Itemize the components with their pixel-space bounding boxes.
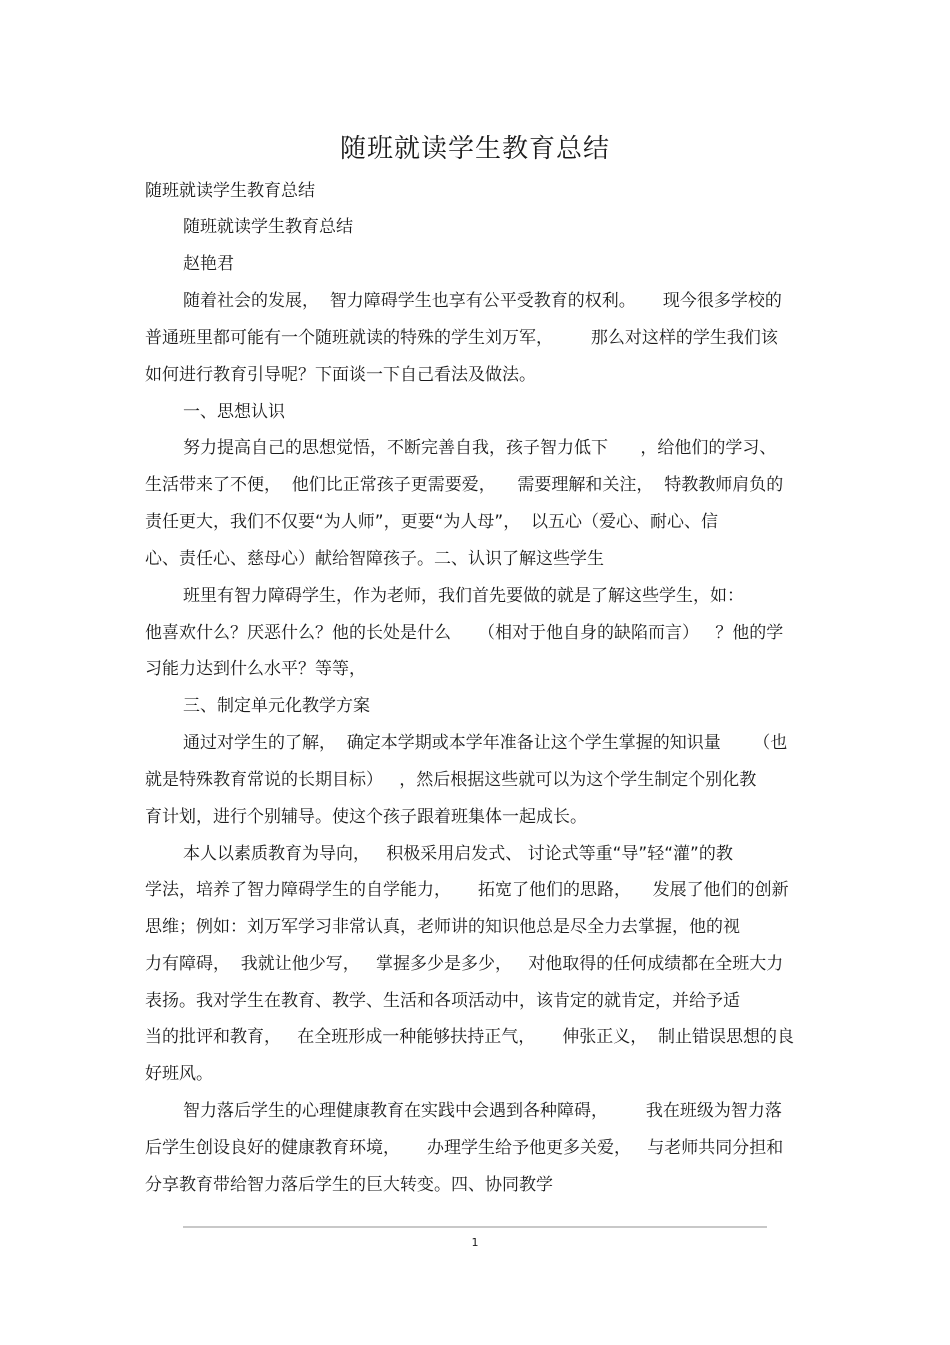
paragraph-line: 他喜欢什么？厌恶什么？他的长处是什么 （相对于他自身的缺陷而言） ？他的学: [145, 623, 784, 643]
section-heading: 一、思想认识: [183, 402, 285, 422]
paragraph-line: 表扬。我对学生在教育、教学、生活和各项活动中，该肯定的就肯定，并给予适: [145, 991, 740, 1011]
paragraph-line: 本人以素质教育为导向， 积极采用启发式、 讨论式等重“导”轻“灌”的教: [183, 844, 733, 864]
paragraph-line: 育计划，进行个别辅导。使这个孩子跟着班集体一起成长。: [145, 807, 587, 827]
paragraph-line: 就是特殊教育常说的长期目标） ，然后根据这些就可以为这个学生制定个别化教: [145, 770, 757, 790]
subtitle-1: 随班就读学生教育总结: [145, 181, 315, 201]
paragraph-line: 生活带来了不便， 他们比正常孩子更需要爱， 需要理解和关注， 特教教师肩负的: [145, 475, 784, 495]
footer-divider: [183, 1226, 767, 1228]
paragraph-line: 好班风。: [145, 1064, 213, 1084]
paragraph-line: 通过对学生的了解， 确定本学期或本学年准备让这个学生掌握的知识量 （也: [183, 733, 788, 753]
subtitle-2: 随班就读学生教育总结: [183, 217, 353, 237]
section-heading: 三、制定单元化教学方案: [183, 696, 370, 716]
paragraph-line: 如何进行教育引导呢？下面谈一下自己看法及做法。: [145, 365, 536, 385]
paragraph-line: 后学生创设良好的健康教育环境， 办理学生给予他更多关爱， 与老师共同分担和: [145, 1138, 784, 1158]
paragraph-line: 分享教育带给智力落后学生的巨大转变。四、协同教学: [145, 1175, 553, 1195]
page-number: 1: [471, 1236, 479, 1249]
paragraph-line: 班里有智力障碍学生，作为老师，我们首先要做的就是了解这些学生，如：: [183, 586, 744, 606]
author: 赵艳君: [183, 254, 234, 274]
paragraph-line: 智力落后学生的心理健康教育在实践中会遇到各种障碍， 我在班级为智力落: [183, 1101, 782, 1121]
paragraph-line: 心、责任心、慈母心）献给智障孩子。二、认识了解这些学生: [145, 549, 604, 569]
paragraph-line: 努力提高自己的思想觉悟，不断完善自我，孩子智力低下 ，给他们的学习、: [183, 438, 777, 458]
paragraph-line: 思维；例如：刘万军学习非常认真，老师讲的知识他总是尽全力去掌握，他的视: [145, 917, 740, 937]
paragraph-line: 学法，培养了智力障碍学生的自学能力， 拓宽了他们的思路， 发展了他们的创新: [145, 880, 789, 900]
paragraph-line: 力有障碍， 我就让他少写， 掌握多少是多少， 对他取得的任何成绩都在全班大力: [145, 954, 784, 974]
paragraph-line: 习能力达到什么水平？等等，: [145, 659, 366, 679]
paragraph-line: 当的批评和教育， 在全班形成一种能够扶持正气， 伸张正义， 制止错误思想的良: [145, 1027, 795, 1047]
paragraph-line: 责任更大，我们不仅要“为人师”，更要“为人母”， 以五心（爱心、耐心、信: [145, 512, 719, 532]
paragraph-line: 普通班里都可能有一个随班就读的特殊的学生刘万军， 那么对这样的学生我们该: [145, 328, 778, 348]
document-title: 随班就读学生教育总结: [339, 134, 610, 164]
paragraph-line: 随着社会的发展， 智力障碍学生也享有公平受教育的权利。 现今很多学校的: [183, 291, 782, 311]
